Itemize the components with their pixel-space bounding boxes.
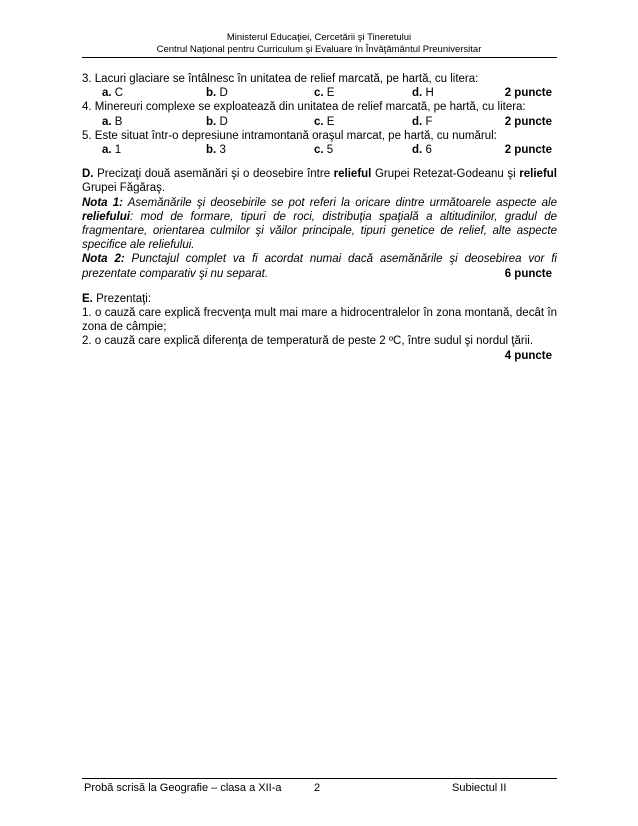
section-d-task: D. Precizaţi două asemănări şi o deosebire între relieful Grupei Retezat-Godeanu şi relieful Grupei Făgăraş.	[82, 168, 557, 195]
header-ministry: Ministerul Educaţiei, Cercetării şi Tineretului	[226, 32, 412, 43]
option-c: c. E	[314, 115, 335, 128]
option-a: a. B	[102, 115, 123, 128]
option-c: c. E	[314, 87, 335, 100]
question-5-text: 5. Este situat într-o depresiune intramontană oraşul marcat, pe hartă, cu numărul:	[82, 129, 497, 142]
section-e-item-1: 1. o cauză care explică frecvenţa mult mai mare a hidrocentralelor în zona montană, decât în zona de câmpie;	[82, 306, 557, 334]
footer-divider	[82, 778, 557, 779]
header-center: Centrul Naţional pentru Curriculum şi Evaluare în Învăţământul Preuniversitar	[156, 44, 482, 55]
question-4-points: 2 puncte	[504, 115, 552, 128]
exam-content	[82, 72, 557, 363]
question-5-options	[82, 143, 557, 157]
section-d-points: 6 puncte	[504, 267, 552, 280]
section-d-nota-1: Nota 1: Asemănările şi deosebirile se pot referi la oricare dintre următoarele aspecte ale reliefului: mod de formare, tipuri de roci, distribuţia spaţială a altitudinilor, gradul de fragmentare, orientarea culmilor şi văilor principale, tipuri genetice de relief, alte aspecte specifice ale reliefului.	[82, 196, 557, 252]
option-d: d. H	[412, 87, 434, 100]
section-e-task: E. Prezentaţi:	[82, 292, 152, 305]
option-a: a. 1	[102, 143, 122, 156]
question-3-text: 3. Lacuri glaciare se întâlnesc în unitatea de relief marcată, pe hartă, cu litera:	[82, 73, 479, 85]
footer-page-number: 2	[314, 782, 321, 794]
option-d: d. F	[412, 115, 433, 128]
option-a: a. C	[102, 87, 124, 100]
question-3-options	[82, 86, 557, 100]
question-4-text: 4. Minereuri complexe se exploatează din unitatea de relief marcată, pe hartă, cu litera:	[82, 101, 526, 114]
question-3-points: 2 puncte	[504, 87, 552, 100]
header-divider	[82, 57, 557, 58]
option-b: b. D	[206, 115, 228, 128]
option-d: d. 6	[412, 143, 432, 156]
footer-exam-title: Probă scrisă la Geografie – clasa a XII-a	[84, 782, 282, 794]
option-b: b. D	[206, 87, 228, 100]
question-4-options	[82, 115, 557, 129]
question-5-points: 2 puncte	[504, 143, 552, 156]
option-c: c. 5	[314, 143, 334, 156]
section-e-points: 4 puncte	[504, 349, 552, 362]
option-b: b. 3	[206, 143, 226, 156]
footer-subject: Subiectul II	[452, 782, 507, 794]
section-d-nota-2: Nota 2: Punctajul complet va fi acordat numai dacă asemănările şi deosebirea vor fi prezentate comparativ şi nu separat. 6 puncte	[82, 253, 557, 280]
section-e-item-2: 2. o cauză care explică diferenţa de temperatură de peste 2 ºC, între sudul şi nordul ţării.	[82, 335, 534, 348]
